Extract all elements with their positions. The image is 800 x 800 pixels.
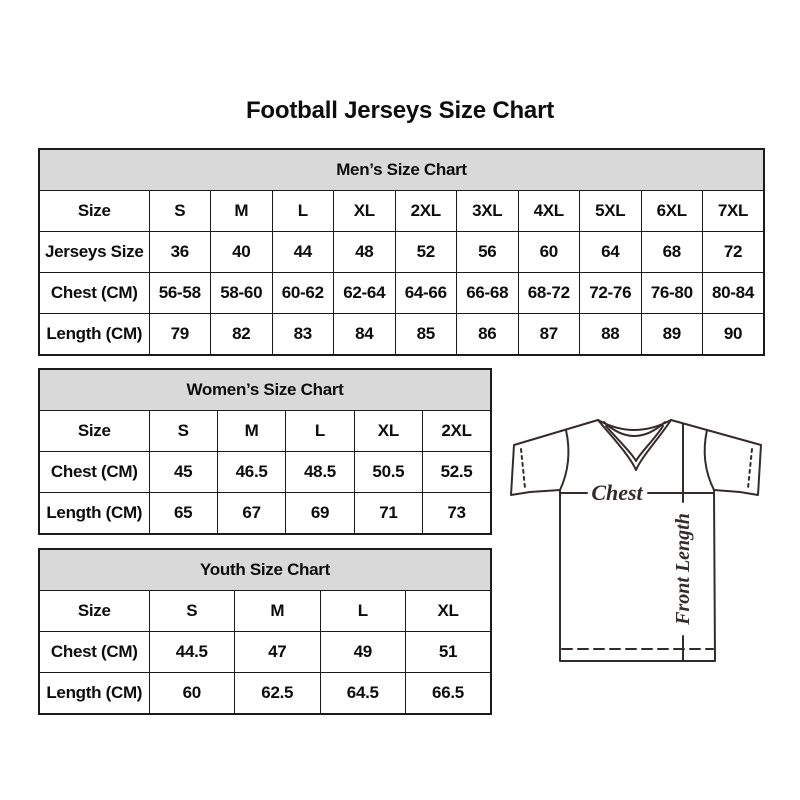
page-title: Football Jerseys Size Chart (245, 97, 555, 124)
size-cell: M (235, 591, 321, 632)
size-cell: 71 (354, 493, 422, 535)
size-cell: 86 (457, 314, 519, 356)
size-cell: 66-68 (457, 273, 519, 314)
size-cell: 36 (149, 232, 211, 273)
size-cell: 85 (395, 314, 457, 356)
size-cell: 44 (272, 232, 334, 273)
size-cell: 48.5 (286, 452, 354, 493)
size-cell: 58-60 (211, 273, 273, 314)
size-cell: S (149, 191, 211, 232)
size-cell: 84 (334, 314, 396, 356)
size-cell: 80-84 (703, 273, 765, 314)
table-row (39, 591, 491, 632)
size-cell: S (149, 411, 217, 452)
size-cell: 4XL (518, 191, 580, 232)
size-cell: 47 (235, 632, 321, 673)
size-cell: 52 (395, 232, 457, 273)
size-cell: 48 (334, 232, 396, 273)
table-header: Women’s Size Chart (39, 369, 491, 411)
size-cell: 52.5 (423, 452, 491, 493)
size-cell: 56 (457, 232, 519, 273)
size-cell: 50.5 (354, 452, 422, 493)
size-cell: 64-66 (395, 273, 457, 314)
table-row (39, 191, 764, 232)
table-row (39, 673, 491, 715)
table-row (39, 411, 491, 452)
size-cell: S (149, 591, 235, 632)
row-label: Length (CM) (39, 493, 149, 535)
size-cell: XL (406, 591, 492, 632)
size-cell: M (211, 191, 273, 232)
size-cell: 60-62 (272, 273, 334, 314)
table-row (39, 452, 491, 493)
womens-size-table (38, 368, 492, 535)
table-header: Youth Size Chart (39, 549, 491, 591)
size-cell: 62-64 (334, 273, 396, 314)
mens-size-table (38, 148, 765, 356)
table-row (39, 314, 764, 356)
row-label: Size (39, 591, 149, 632)
size-cell: 5XL (580, 191, 642, 232)
size-cell: 67 (217, 493, 285, 535)
table-row (39, 632, 491, 673)
size-cell: 51 (406, 632, 492, 673)
size-cell: 45 (149, 452, 217, 493)
jersey-outline (511, 420, 761, 661)
size-cell: 83 (272, 314, 334, 356)
size-cell: 88 (580, 314, 642, 356)
row-label: Chest (CM) (39, 632, 149, 673)
size-cell: 68-72 (518, 273, 580, 314)
size-cell: 64 (580, 232, 642, 273)
size-cell: 76-80 (641, 273, 703, 314)
size-cell: 60 (149, 673, 235, 715)
size-cell: 44.5 (149, 632, 235, 673)
table-row (39, 232, 764, 273)
size-cell: 65 (149, 493, 217, 535)
row-label: Length (CM) (39, 673, 149, 715)
size-cell: 89 (641, 314, 703, 356)
size-cell: 40 (211, 232, 273, 273)
row-label: Chest (CM) (39, 452, 149, 493)
size-cell: L (286, 411, 354, 452)
table-header: Men’s Size Chart (39, 149, 764, 191)
size-cell: 6XL (641, 191, 703, 232)
size-cell: 49 (320, 632, 406, 673)
jersey-measurement-diagram (503, 398, 775, 670)
size-cell: 72-76 (580, 273, 642, 314)
size-cell: 68 (641, 232, 703, 273)
table-row (39, 273, 764, 314)
size-cell: 73 (423, 493, 491, 535)
size-cell: 66.5 (406, 673, 492, 715)
size-cell: 64.5 (320, 673, 406, 715)
size-cell: 2XL (395, 191, 457, 232)
size-cell: 60 (518, 232, 580, 273)
size-cell: 46.5 (217, 452, 285, 493)
size-cell: 7XL (703, 191, 765, 232)
size-cell: 72 (703, 232, 765, 273)
size-cell: M (217, 411, 285, 452)
size-cell: 79 (149, 314, 211, 356)
size-cell: 62.5 (235, 673, 321, 715)
row-label: Chest (CM) (39, 273, 149, 314)
size-cell: 2XL (423, 411, 491, 452)
size-cell: 82 (211, 314, 273, 356)
size-cell: XL (354, 411, 422, 452)
size-cell: 90 (703, 314, 765, 356)
size-cell: 3XL (457, 191, 519, 232)
table-row (39, 493, 491, 535)
size-cell: L (320, 591, 406, 632)
row-label: Length (CM) (39, 314, 149, 356)
chest-measure-label: Chest (591, 480, 643, 505)
size-cell: L (272, 191, 334, 232)
size-cell: 56-58 (149, 273, 211, 314)
youth-size-table (38, 548, 492, 715)
row-label: Size (39, 191, 149, 232)
size-cell: 87 (518, 314, 580, 356)
size-cell: 69 (286, 493, 354, 535)
row-label: Size (39, 411, 149, 452)
size-cell: XL (334, 191, 396, 232)
front-length-measure-label: Front Length (672, 513, 694, 625)
row-label: Jerseys Size (39, 232, 149, 273)
